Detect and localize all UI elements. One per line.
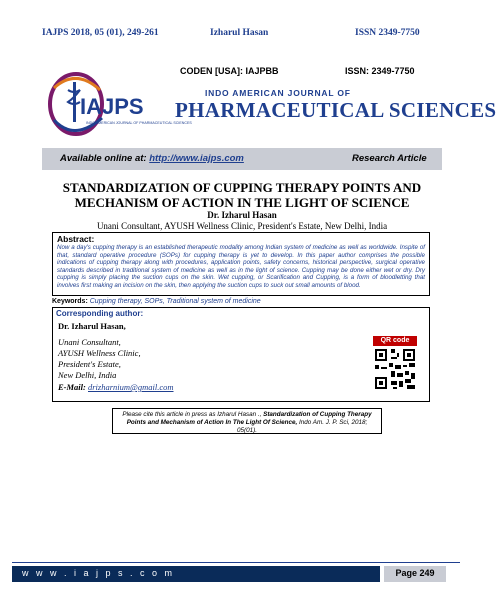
corresponding-line-3: President's Estate, — [58, 359, 121, 369]
keywords-label: Keywords: — [52, 298, 88, 305]
journal-name-large: PHARMACEUTICAL SCIENCES — [175, 98, 496, 122]
article-type: Research Article — [352, 153, 427, 164]
header-left: IAJPS 2018, 05 (01), 249-261 — [42, 28, 159, 38]
journal-url-link[interactable]: http://www.iajps.com — [149, 153, 244, 164]
citation-text — [117, 411, 377, 434]
iajps-logo-icon — [44, 68, 192, 144]
qr-code-icon — [373, 347, 417, 391]
corresponding-line-1: Unani Consultant, — [58, 337, 121, 347]
journal-logo — [44, 68, 192, 144]
keywords-value: Cupping therapy, SOPs, Traditional system of medicine — [89, 298, 261, 305]
author-name: Dr. Izharul Hasan — [207, 210, 277, 220]
footer-url[interactable]: w w w . i a j p s . c o m — [22, 568, 175, 578]
abstract-box — [52, 232, 430, 296]
logo-subtext: INDO AMERICAN JOURNAL OF PHARMACEUTICAL SCIENCES — [86, 121, 192, 125]
abstract-text: Now a day's cupping therapy is an established therapeutic modality among Indian system of medicine as well as worldwide. Inspite of that, standard operative procedure (SOPs) for cupping therapy is yet to develop. In this paper author comprises the possible indications of cupping therapy along with procedures, application points, safety concerns, historical perspective, surgical operative standards described in traditional system of medicine as well as in the light of science. Cupping may be done either wet or dry. Dry cupping is simply placing the suction cups on the skin. Wet cupping, or Scarification and Cupping, is a form of bloodletting that involves first making an incision on the skin, then applying the suction cups to suck out small amounts of blood. — [57, 244, 425, 289]
coden: CODEN [USA]: IAJPBB — [180, 66, 279, 76]
citation-suffix: Indo Am. J. P. Sci, 2018; 05(01). — [237, 418, 368, 434]
footer-rule — [12, 562, 460, 563]
qr-code-label: QR code — [373, 336, 417, 346]
issn: ISSN: 2349-7750 — [345, 66, 415, 76]
journal-name-small: INDO AMERICAN JOURNAL OF — [205, 88, 351, 98]
citation-box — [112, 408, 382, 434]
citation-title: Standardization of Cupping Therapy Points and Mechanism of Action In The Light Of Science, — [126, 411, 372, 426]
title-line-1: STANDARDIZATION OF CUPPING THERAPY POINTS AND — [62, 180, 422, 195]
page-number: Page 249 — [395, 568, 435, 578]
citation-prefix: Please cite this article in press as Izharul Hasan ., — [122, 411, 264, 418]
corresponding-email-row — [58, 382, 174, 392]
title-line-2: MECHANISM OF ACTION IN THE LIGHT OF SCIENCE — [74, 195, 410, 210]
abstract-label: Abstract: — [57, 234, 95, 244]
corresponding-line-4: New Delhi, India — [58, 370, 117, 380]
header-center: Izharul Hasan — [210, 28, 269, 38]
corresponding-author-name: Dr. Izharul Hasan, — [58, 321, 126, 331]
availability-label: Available online at: — [60, 153, 147, 164]
email-label: E-Mail: — [58, 382, 86, 392]
availability-text — [60, 153, 244, 164]
header-right: ISSN 2349-7750 — [355, 28, 420, 38]
article-title — [42, 180, 442, 210]
corresponding-line-2: AYUSH Wellness Clinic, — [58, 348, 141, 358]
email-link[interactable]: drizharnium@gmail.com — [88, 382, 174, 392]
corresponding-author-label: Corresponding author: — [56, 309, 144, 318]
logo-text: IAJPS — [80, 94, 144, 119]
author-affiliation: Unani Consultant, AYUSH Wellness Clinic, President's Estate, New Delhi, India — [96, 221, 388, 231]
keywords — [52, 298, 261, 305]
